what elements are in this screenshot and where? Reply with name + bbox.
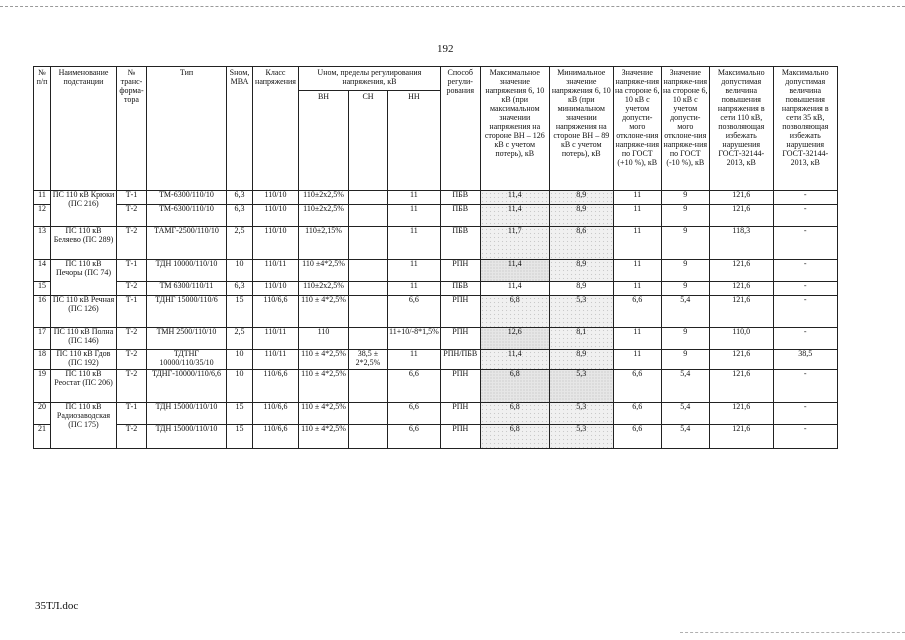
cell-gost-minus: 9 (661, 350, 709, 370)
cell-class: 110/6,6 (253, 403, 299, 425)
cell-vn: 110 ± 4*2,5% (299, 296, 349, 328)
cell-max: 11,4 (480, 282, 549, 296)
cell-gost-minus: 5,4 (661, 296, 709, 328)
cell-sn (349, 296, 388, 328)
cell-transformer: Т-1 (117, 260, 147, 282)
cell-num: 21 (34, 425, 51, 449)
cell-max: 12,6 (480, 328, 549, 350)
cell-vn: 110 (299, 328, 349, 350)
cell-sn (349, 370, 388, 403)
cell-raise-110: 121,6 (709, 370, 773, 403)
cell-raise-110: 121,6 (709, 191, 773, 205)
cell-num: 17 (34, 328, 51, 350)
cell-gost-minus: 5,4 (661, 403, 709, 425)
cell-snom: 10 (227, 370, 253, 403)
cell-type: ТДНГ-10000/110/6,6 (147, 370, 227, 403)
cell-num: 12 (34, 205, 51, 227)
substation-voltage-table (33, 66, 838, 449)
cell-min: 5,3 (549, 425, 613, 449)
cell-gost-plus: 6,6 (613, 425, 661, 449)
cell-reg: ПБВ (440, 191, 480, 205)
cell-type: ТДН 15000/110/10 (147, 403, 227, 425)
cell-vn: 110±2х2,5% (299, 205, 349, 227)
cell-min: 5,3 (549, 296, 613, 328)
cell-min: 8,9 (549, 191, 613, 205)
cell-transformer: Т-2 (117, 370, 147, 403)
cell-reg: РПН (440, 328, 480, 350)
cell-gost-plus: 11 (613, 205, 661, 227)
cell-raise-35: - (773, 296, 837, 328)
cell-transformer: Т-2 (117, 350, 147, 370)
cell-vn: 110 ± 4*2,5% (299, 350, 349, 370)
document-filename: 35ТЛ.doc (35, 600, 79, 612)
header-unom: Uном, пределы регулирования напряжения, кВ (299, 67, 441, 91)
cell-min: 8,9 (549, 350, 613, 370)
cell-gost-minus: 9 (661, 205, 709, 227)
cell-snom: 15 (227, 403, 253, 425)
cell-max: 6,8 (480, 296, 549, 328)
cell-reg: ПБВ (440, 227, 480, 260)
table-row (34, 350, 838, 370)
cell-sn (349, 328, 388, 350)
cell-type: ТДН 10000/110/10 (147, 260, 227, 282)
cell-type: ТМН 2500/110/10 (147, 328, 227, 350)
cell-nn: 11 (388, 227, 441, 260)
cell-snom: 2,5 (227, 328, 253, 350)
cell-min: 8,6 (549, 227, 613, 260)
cell-type: ТАМГ-2500/110/10 (147, 227, 227, 260)
table-row (34, 370, 838, 403)
cell-gost-minus: 9 (661, 260, 709, 282)
header-snom: Sном, МВА (227, 67, 253, 191)
cell-raise-110: 121,6 (709, 296, 773, 328)
cell-raise-35: - (773, 403, 837, 425)
cell-reg: РПН (440, 296, 480, 328)
cell-sn (349, 191, 388, 205)
header-name: Наименование подстанции (51, 67, 117, 191)
cell-transformer: Т-1 (117, 296, 147, 328)
table-row (34, 296, 838, 328)
cell-reg: РПН (440, 425, 480, 449)
header-num: № п/п (34, 67, 51, 191)
cell-sn (349, 260, 388, 282)
cell-raise-110: 121,6 (709, 425, 773, 449)
cell-max: 11,7 (480, 227, 549, 260)
cell-sn (349, 282, 388, 296)
table-row (34, 227, 838, 260)
cell-max: 11,4 (480, 350, 549, 370)
cell-name: ПС 110 кВ Речная (ПС 126) (51, 296, 117, 328)
cell-sn (349, 425, 388, 449)
table-row (34, 191, 838, 205)
cell-gost-plus: 6,6 (613, 403, 661, 425)
header-gost-minus: Значение напряже-ния на стороне 6, 10 кВ с учетом допусти-мого отклоне-ния напряже-ния по ГОСТ (-10 %), кВ (661, 67, 709, 191)
cell-min: 8,9 (549, 282, 613, 296)
cell-class: 110/10 (253, 191, 299, 205)
cell-nn: 11 (388, 205, 441, 227)
cell-raise-35: - (773, 227, 837, 260)
cell-snom: 6,3 (227, 282, 253, 296)
cell-num: 18 (34, 350, 51, 370)
cell-min: 5,3 (549, 403, 613, 425)
cell-nn: 11+10/-8*1,5% (388, 328, 441, 350)
cell-raise-35: - (773, 425, 837, 449)
cell-class: 110/11 (253, 328, 299, 350)
cell-transformer: Т-2 (117, 282, 147, 296)
page-number: 192 (437, 43, 454, 55)
table-row (34, 205, 838, 227)
cell-num: 13 (34, 227, 51, 260)
header-sn: СН (349, 91, 388, 191)
cell-num: 14 (34, 260, 51, 282)
scan-edge-top (0, 6, 905, 7)
table-row (34, 328, 838, 350)
header-type: Тип (147, 67, 227, 191)
header-max-raise-35: Максимально допустимая величина повышения напряжения в сети 35 кВ, позволяющая избежать нарушения ГОСТ-32144-2013, кВ (773, 67, 837, 191)
header-max-raise-110: Максимально допустимая величина повышения напряжения в сети 110 кВ, позволяющая избежать нарушения ГОСТ-32144-2013, кВ (709, 67, 773, 191)
cell-transformer: Т-2 (117, 227, 147, 260)
cell-gost-plus: 11 (613, 282, 661, 296)
scan-edge-bottom (680, 632, 905, 633)
cell-transformer: Т-2 (117, 328, 147, 350)
table-row (34, 425, 838, 449)
cell-raise-110: 121,6 (709, 282, 773, 296)
cell-max: 6,8 (480, 370, 549, 403)
cell-max: 6,8 (480, 403, 549, 425)
cell-max: 11,4 (480, 205, 549, 227)
cell-raise-35: - (773, 205, 837, 227)
cell-max: 6,8 (480, 425, 549, 449)
cell-max: 11,4 (480, 260, 549, 282)
header-reg-method: Способ регули-рования (440, 67, 480, 191)
cell-type: ТДТНГ 10000/110/35/10 (147, 350, 227, 370)
cell-raise-35: - (773, 191, 837, 205)
cell-nn: 6,6 (388, 403, 441, 425)
cell-snom: 6,3 (227, 205, 253, 227)
cell-nn: 6,6 (388, 370, 441, 403)
cell-gost-minus: 9 (661, 191, 709, 205)
cell-vn: 110 ± 4*2,5% (299, 403, 349, 425)
header-max-voltage: Максимальное значение напряжения 6, 10 кВ (при максимальном значении напряжения на стороне ВН – 126 кВ с учетом потерь), кВ (480, 67, 549, 191)
cell-gost-plus: 6,6 (613, 370, 661, 403)
cell-raise-35: - (773, 282, 837, 296)
cell-raise-110: 110,0 (709, 328, 773, 350)
cell-vn: 110±2х2,5% (299, 191, 349, 205)
cell-type: ТДНГ 15000/110/6 (147, 296, 227, 328)
cell-reg: РПН (440, 260, 480, 282)
cell-transformer: Т-1 (117, 191, 147, 205)
table-row (34, 282, 838, 296)
cell-gost-plus: 6,6 (613, 296, 661, 328)
cell-type: ТМ-6300/110/10 (147, 205, 227, 227)
cell-num: 20 (34, 403, 51, 425)
cell-class: 110/6,6 (253, 425, 299, 449)
cell-transformer: Т-1 (117, 403, 147, 425)
cell-raise-35: - (773, 260, 837, 282)
cell-name: ПС 110 кВ Печоры (ПС 74) (51, 260, 117, 296)
cell-gost-plus: 11 (613, 191, 661, 205)
cell-gost-plus: 11 (613, 350, 661, 370)
cell-name: ПС 110 кВ Радиозаводская (ПС 175) (51, 403, 117, 449)
cell-num: 19 (34, 370, 51, 403)
cell-gost-minus: 5,4 (661, 370, 709, 403)
cell-class: 110/10 (253, 227, 299, 260)
cell-reg: РПН/ПБВ (440, 350, 480, 370)
cell-transformer: Т-2 (117, 205, 147, 227)
cell-vn: 110 ±4*2,5% (299, 260, 349, 282)
cell-class: 110/6,6 (253, 370, 299, 403)
cell-nn: 11 (388, 350, 441, 370)
cell-max: 11,4 (480, 191, 549, 205)
cell-gost-minus: 9 (661, 282, 709, 296)
cell-raise-35: - (773, 328, 837, 350)
cell-raise-35: - (773, 370, 837, 403)
cell-num: 15 (34, 282, 51, 296)
cell-gost-plus: 11 (613, 328, 661, 350)
header-transformer: № транс-форма-тора (117, 67, 147, 191)
cell-reg: РПН (440, 403, 480, 425)
header-min-voltage: Минимальное значение напряжения 6, 10 кВ (при минимальном значении напряжения на стороне ВН – 89 кВ с учетом потерь), кВ (549, 67, 613, 191)
cell-num: 16 (34, 296, 51, 328)
cell-name: ПС 110 кВ Реостат (ПС 206) (51, 370, 117, 403)
header-gost-plus: Значение напряже-ния на стороне 6, 10 кВ с учетом допусти-мого отклоне-ния напряже-ния по ГОСТ (+10 %), кВ (613, 67, 661, 191)
cell-snom: 10 (227, 350, 253, 370)
cell-class: 110/6,6 (253, 296, 299, 328)
cell-gost-plus: 11 (613, 260, 661, 282)
cell-gost-plus: 11 (613, 227, 661, 260)
cell-snom: 15 (227, 425, 253, 449)
cell-transformer: Т-2 (117, 425, 147, 449)
cell-reg: РПН (440, 370, 480, 403)
cell-class: 110/10 (253, 205, 299, 227)
cell-vn: 110±2,15% (299, 227, 349, 260)
cell-gost-minus: 9 (661, 328, 709, 350)
cell-vn: 110 ± 4*2,5% (299, 370, 349, 403)
cell-num: 11 (34, 191, 51, 205)
cell-min: 8,9 (549, 205, 613, 227)
cell-nn: 6,6 (388, 425, 441, 449)
cell-raise-110: 121,6 (709, 350, 773, 370)
cell-name: ПС 110 кВ Полна (ПС 146) (51, 328, 117, 350)
table-row (34, 403, 838, 425)
cell-raise-110: 121,6 (709, 260, 773, 282)
cell-sn (349, 227, 388, 260)
cell-vn: 110±2х2,5% (299, 282, 349, 296)
cell-nn: 11 (388, 191, 441, 205)
cell-raise-35: 38,5 (773, 350, 837, 370)
cell-type: ТДН 15000/110/10 (147, 425, 227, 449)
cell-snom: 6,3 (227, 191, 253, 205)
cell-name: ПС 110 кВ Крюки (ПС 216) (51, 191, 117, 227)
cell-nn: 11 (388, 282, 441, 296)
cell-raise-110: 121,6 (709, 205, 773, 227)
cell-nn: 11 (388, 260, 441, 282)
header-voltage-class: Класс напряжения (253, 67, 299, 191)
cell-class: 110/11 (253, 350, 299, 370)
cell-raise-110: 121,6 (709, 403, 773, 425)
cell-class: 110/10 (253, 282, 299, 296)
cell-raise-110: 118,3 (709, 227, 773, 260)
cell-name: ПС 110 кВ Гдов (ПС 192) (51, 350, 117, 370)
cell-snom: 2,5 (227, 227, 253, 260)
cell-name: ПС 110 кВ Беляево (ПС 289) (51, 227, 117, 260)
cell-reg: ПБВ (440, 205, 480, 227)
cell-sn (349, 205, 388, 227)
cell-sn: 38,5 ± 2*2,5% (349, 350, 388, 370)
cell-nn: 6,6 (388, 296, 441, 328)
cell-reg: ПБВ (440, 282, 480, 296)
cell-gost-minus: 5,4 (661, 425, 709, 449)
cell-snom: 15 (227, 296, 253, 328)
cell-type: ТМ 6300/110/11 (147, 282, 227, 296)
cell-sn (349, 403, 388, 425)
cell-min: 8,1 (549, 328, 613, 350)
table-row (34, 260, 838, 282)
cell-snom: 10 (227, 260, 253, 282)
cell-vn: 110 ± 4*2,5% (299, 425, 349, 449)
header-vn: ВН (299, 91, 349, 191)
cell-type: ТМ-6300/110/10 (147, 191, 227, 205)
header-nn: НН (388, 91, 441, 191)
cell-min: 5,3 (549, 370, 613, 403)
cell-min: 8,9 (549, 260, 613, 282)
cell-gost-minus: 9 (661, 227, 709, 260)
cell-class: 110/11 (253, 260, 299, 282)
